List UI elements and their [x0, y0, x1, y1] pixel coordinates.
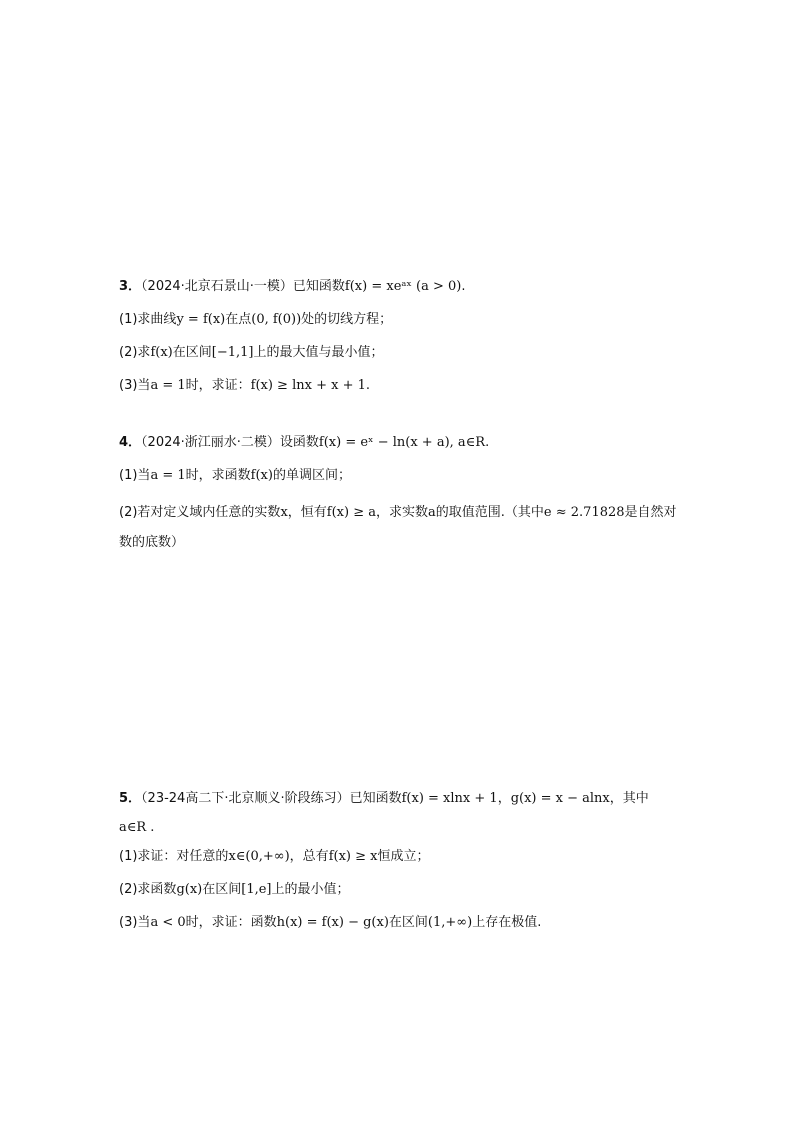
part-math: (0, f(0)) — [251, 312, 302, 327]
problem-3-part-2 — [119, 344, 383, 362]
part-math: a — [428, 505, 436, 520]
part-math: [1,e] — [241, 882, 272, 897]
problem-3-stem — [119, 278, 466, 296]
part-text: 时，求证： — [185, 378, 251, 393]
function-formula: f(x) = eˣ − ln(x + a), a∈R — [318, 435, 486, 450]
part-text: 若对定义域内任意的实数 — [137, 505, 281, 520]
part-text: 求 — [137, 345, 151, 360]
problem-source: （2024·北京石景山·一模） — [141, 279, 293, 294]
part-text: . — [365, 378, 371, 393]
part-math: y = f(x) — [176, 312, 226, 327]
problem-intro: 设函数 — [279, 435, 319, 450]
part-math: f(x) — [150, 345, 173, 360]
function-formula-2: g(x) = x − alnx — [510, 791, 610, 806]
problem-intro: 已知函数 — [292, 279, 345, 294]
part-text: 在区间 — [202, 882, 242, 897]
part-text: 恒成立； — [377, 849, 430, 864]
function-formula: f(x) = xlnx + 1 — [401, 791, 498, 806]
part-text: 是自然对数的底数） — [119, 505, 677, 550]
part-text: 当 — [137, 468, 151, 483]
part-math: h(x) = f(x) − g(x) — [276, 915, 389, 930]
part-text: 处的切线方程； — [301, 312, 393, 327]
problem-5-part-3 — [119, 914, 541, 932]
part-math: a = 1 — [150, 378, 186, 393]
problem-5-part-1 — [119, 848, 429, 866]
part-text: 在区间 — [172, 345, 212, 360]
part-text: ，求实数 — [376, 505, 429, 520]
problem-source: （23-24高二下·北京顺义·阶段练习） — [141, 791, 350, 806]
part-label: (1) — [119, 312, 138, 327]
sentence-end: . — [461, 279, 466, 294]
problem-3-part-1 — [119, 311, 392, 329]
function-formula: f(x) = xeᵃˣ (a > 0) — [344, 279, 462, 294]
part-math: e ≈ 2.71828 — [543, 505, 625, 520]
stem-tail: ，其中 — [609, 791, 649, 806]
part-text: 上存在极值. — [472, 915, 542, 930]
part-text: ，总有 — [289, 849, 329, 864]
part-text: 在点 — [225, 312, 252, 327]
problem-number: 5． — [119, 791, 142, 806]
part-math: a = 1 — [150, 468, 186, 483]
part-text: ，恒有 — [287, 505, 327, 520]
part-math: f(x) — [250, 468, 273, 483]
problem-4-part-2 — [119, 498, 679, 558]
part-label: (3) — [119, 378, 138, 393]
problem-number: 3． — [119, 279, 142, 294]
part-text: 求函数 — [137, 882, 177, 897]
part-math: f(x) ≥ a — [326, 505, 376, 520]
part-text: 的取值范围.（其中 — [435, 505, 544, 520]
problem-source: （2024·浙江丽水·二模） — [141, 435, 280, 450]
problem-5-stem — [119, 790, 649, 808]
part-label: (2) — [119, 505, 138, 520]
problem-4-stem — [119, 434, 489, 452]
problem-4-part-1 — [119, 467, 351, 485]
part-text: 求证：对任意的 — [137, 849, 229, 864]
part-label: (2) — [119, 345, 138, 360]
part-text: 的单调区间； — [272, 468, 351, 483]
part-text: 求曲线 — [137, 312, 177, 327]
problem-3-part-3 — [119, 377, 370, 395]
part-text: 时，求证：函数 — [185, 915, 277, 930]
part-math: g(x) — [176, 882, 203, 897]
problem-5-stem-line-2: a∈R . — [119, 820, 155, 835]
part-math: f(x) ≥ lnx + x + 1 — [250, 378, 366, 393]
part-label: (1) — [119, 468, 138, 483]
part-math: [−1,1] — [211, 345, 254, 360]
part-label: (1) — [119, 849, 138, 864]
part-text: 当 — [137, 915, 151, 930]
part-text: 时，求函数 — [185, 468, 251, 483]
part-text: 上的最小值； — [271, 882, 350, 897]
part-math: x∈(0,+∞) — [228, 849, 290, 864]
part-text: 上的最大值与最小值； — [253, 345, 384, 360]
part-label: (3) — [119, 915, 138, 930]
part-text: 在区间 — [388, 915, 428, 930]
problem-5-part-2 — [119, 881, 350, 899]
part-math: f(x) ≥ x — [328, 849, 378, 864]
problem-number: 4． — [119, 435, 142, 450]
problem-intro: 已知函数 — [349, 791, 402, 806]
part-text: 当 — [137, 378, 151, 393]
part-math: (1,+∞) — [427, 915, 473, 930]
part-math: x — [280, 505, 288, 520]
part-label: (2) — [119, 882, 138, 897]
part-math: a < 0 — [150, 915, 186, 930]
separator: ， — [497, 791, 511, 806]
sentence-end: . — [485, 435, 490, 450]
